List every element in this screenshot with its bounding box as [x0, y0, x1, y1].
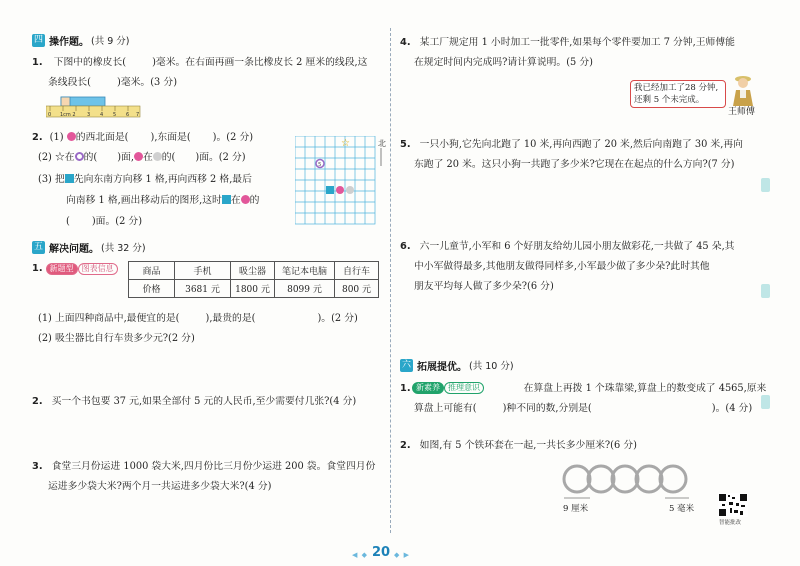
ruler-tick-3: 3 — [87, 112, 91, 118]
q4-2-line2 — [38, 151, 246, 164]
q4-1-text-a: 下图中的橡皮长( — [53, 57, 127, 68]
section-five-title: 解决问题。 — [49, 243, 99, 255]
ruler-tick-6: 6 — [126, 112, 130, 118]
column-divider — [390, 28, 391, 533]
q5-6-line3: 朋友平均每人做了多少朵?(6 分) — [414, 281, 554, 292]
blue-square-icon — [222, 195, 231, 204]
q5-1-text: ),最贵的是( — [205, 313, 256, 324]
grid-numeral: 5 — [318, 162, 322, 168]
q5-1-text: )。(2 分) — [317, 313, 358, 324]
q6-1-tags — [412, 381, 484, 394]
q4-1-text-d: )毫米。(3 分) — [117, 77, 178, 88]
pink-circle-icon — [67, 132, 76, 141]
q4-2-text: 的( — [83, 152, 98, 163]
iron-ring — [564, 466, 590, 492]
q4-1-number: 1. — [32, 57, 43, 68]
q4-2-text: (3) 把 — [38, 174, 65, 185]
ruler-tick-7: 7 — [136, 112, 140, 118]
q5-4-line2: 在规定时间内完成吗?请计算说明。(5 分) — [414, 57, 593, 68]
ruler-figure — [46, 95, 142, 119]
q4-2-text: )面。(2 分) — [195, 152, 246, 163]
q6-1-text: 在算盘上再拨 1 个珠靠梁,算盘上的数变成了 4565,原来 — [523, 383, 767, 394]
q5-5-line2: 东跑了 20 米。这只小狗一共跑了多少米?它现在在起点的什么方向?(7 分) — [414, 159, 735, 170]
q6-2-text: 如图,有 5 个铁环套在一起,一共长多少厘米?(6 分) — [419, 440, 637, 451]
table-row — [129, 280, 379, 298]
new-literacy-tag: 新素养 — [412, 382, 444, 394]
q4-2-text: ( — [66, 216, 70, 227]
eraser-end — [61, 97, 70, 106]
q6-2-line1 — [400, 439, 637, 452]
speech-line1: 我已经加工了28 分钟, — [634, 83, 719, 93]
q4-1-text-c: 条线段长( — [48, 77, 92, 88]
pink-circle-icon — [336, 186, 344, 194]
page-decoration-right: ◆ ▶ — [394, 551, 410, 559]
section-five-badge: 五 — [33, 241, 43, 252]
section-four-score: (共 9 分) — [91, 36, 130, 47]
q5-2-number: 2. — [32, 396, 43, 407]
worker-name: 王师傅 — [728, 107, 756, 117]
worker-icon — [730, 72, 756, 108]
iron-ring — [588, 466, 614, 492]
q4-2-text: 向南移 1 格,画出移动后的图形,这时 — [66, 195, 222, 206]
star-icon: ☆ — [341, 138, 350, 149]
iron-ring — [636, 466, 662, 492]
section-six-badge: 六 — [401, 359, 411, 370]
blue-square-icon — [326, 186, 334, 194]
q5-5-text: 一只小狗,它先向北跑了 10 米,再向西跑了 20 米,然后向南跑了 30 米,再向 — [419, 139, 743, 150]
q4-1-line1 — [32, 56, 367, 69]
q5-1-tags: 1. 新题型 图表信息 — [32, 262, 118, 275]
q6-1-line2 — [414, 402, 752, 415]
grid-lines — [295, 136, 375, 224]
gray-circle-icon — [153, 152, 162, 161]
ruler-tick-5: 5 — [113, 112, 117, 118]
q4-2-text: 的西北面是( — [75, 132, 129, 143]
section-six-title: 拓展提优。 — [417, 361, 467, 373]
q4-2-text: )面, — [117, 152, 134, 163]
page-decoration-left: ◀ ◆ — [352, 551, 368, 559]
new-question-tag: 新题型 — [46, 263, 78, 275]
q4-1-line2 — [48, 76, 177, 89]
chart-info-tag: 图表信息 — [78, 263, 118, 275]
q4-2-text: 在 — [142, 152, 153, 163]
q5-4-line1 — [400, 36, 735, 49]
speech-line2: 还剩 5 个未完成。 — [634, 95, 705, 105]
q4-2-text: ),东面是( — [150, 132, 191, 143]
section-four-header — [32, 33, 130, 47]
q4-2-line5 — [66, 215, 142, 228]
q4-2-text: 在 — [230, 195, 241, 206]
q6-1-text: )。(4 分) — [711, 403, 753, 414]
q4-2-line3 — [38, 173, 252, 186]
pink-circle-icon — [241, 195, 250, 204]
table-header-cell: 自行车 — [335, 262, 379, 280]
q4-2-number: 2. — [32, 132, 43, 143]
pink-circle-icon — [134, 152, 143, 161]
q5-2-text: 买一个书包要 37 元,如果全部付 5 元的人民币,至少需要付几张?(4 分) — [51, 396, 357, 407]
ringed-circle-icon — [75, 152, 84, 161]
section-six-header — [400, 358, 514, 372]
section-four-badge: 四 — [33, 34, 43, 45]
section-five-score: (共 32 分) — [101, 243, 146, 254]
blue-square-icon — [65, 174, 74, 183]
q5-6-line1 — [400, 240, 734, 253]
iron-ring — [612, 466, 638, 492]
q6-2-number: 2. — [400, 440, 411, 451]
q6-1-text: )种不同的数,分别是( — [502, 403, 592, 414]
ruler-tick-4: 4 — [100, 112, 104, 118]
q5-3-line2: 运进多少袋大米?两个月一共运进多少袋大米?(4 分) — [48, 481, 272, 492]
q5-5-line1 — [400, 138, 743, 151]
ruler-tick-0: 0 — [48, 112, 52, 118]
q4-2-line1 — [32, 131, 253, 144]
side-tab — [761, 284, 770, 298]
q5-3-text: 食堂三月份运进 1000 袋大米,四月份比三月份少运进 200 袋。食堂四月份 — [51, 461, 376, 472]
reasoning-tag: 推理意识 — [444, 382, 484, 394]
q4-2-text: 的( — [161, 152, 176, 163]
side-tab — [761, 395, 770, 409]
section-six-score: (共 10 分) — [469, 361, 514, 372]
q5-6-text: 六一儿童节,小军和 6 个好朋友给幼儿园小朋友做彩花,一共做了 45 朵,其 — [419, 241, 735, 252]
q5-3-line1 — [32, 460, 375, 473]
q5-1-sub1 — [38, 312, 358, 325]
q4-2-text: )面。(2 分) — [91, 216, 143, 227]
q4-2-text: (2) ☆在 — [38, 152, 75, 163]
table-cell: 800 元 — [335, 280, 379, 298]
table-header-cell: 商品 — [129, 262, 175, 280]
label-right: 5 毫米 — [669, 504, 695, 514]
grid-figure — [295, 136, 387, 236]
q6-1-number: 1. — [400, 383, 411, 394]
table-row — [129, 262, 379, 280]
q4-1-text-b: )毫米。在右面再画一条比橡皮长 2 厘米的线段,这 — [152, 57, 368, 68]
qr-caption: 智能批改 — [719, 520, 742, 525]
section-four-title: 操作题。 — [49, 36, 89, 48]
q5-6-line2: 中小军做得最多,其他朋友做得同样多,小军最少做了多少朵?此时其他 — [414, 261, 710, 272]
table-cell: 1800 元 — [231, 280, 275, 298]
iron-rings-figure — [555, 462, 705, 518]
table-cell: 价格 — [129, 280, 175, 298]
iron-ring — [660, 466, 686, 492]
q4-2-line4 — [66, 194, 259, 207]
q5-4-number: 4. — [400, 37, 411, 48]
page-number: 20 — [372, 545, 391, 560]
q4-2-text: 的 — [249, 195, 260, 206]
q4-2-sub1-label: (1) — [49, 132, 64, 143]
price-table — [128, 261, 379, 298]
q5-3-number: 3. — [32, 461, 43, 472]
table-header-cell: 手机 — [175, 262, 231, 280]
q4-2-text: 先向东南方向移 1 格,再向西移 2 格,最后 — [73, 174, 252, 185]
q6-1-text: 算盘上可能有( — [414, 403, 477, 414]
q5-4-text: 某工厂规定用 1 小时加工一批零件,如果每个零件要加工 7 分钟,王师傅能 — [419, 37, 735, 48]
q5-2 — [32, 395, 356, 408]
qr-code-icon[interactable] — [718, 493, 748, 525]
gray-circle-icon — [346, 186, 354, 194]
table-header-cell: 吸尘器 — [231, 262, 275, 280]
q5-5-number: 5. — [400, 139, 411, 150]
table-header-cell: 笔记本电脑 — [275, 262, 335, 280]
table-cell: 8099 元 — [275, 280, 335, 298]
north-label: 北 — [378, 139, 386, 148]
q5-1-sub2: (2) 吸尘器比自行车贵多少元?(2 分) — [38, 333, 195, 344]
label-left: 9 厘米 — [563, 504, 589, 514]
q4-2-text: )。(2 分) — [212, 132, 254, 143]
ruler-tick-1: 1cm 2 — [60, 112, 76, 118]
table-cell: 3681 元 — [175, 280, 231, 298]
side-tab — [761, 178, 770, 192]
section-five-header — [32, 240, 146, 254]
q5-6-number: 6. — [400, 241, 411, 252]
q5-1-text: (1) 上面四种商品中,最便宜的是( — [38, 313, 180, 324]
speech-bubble — [630, 80, 726, 108]
